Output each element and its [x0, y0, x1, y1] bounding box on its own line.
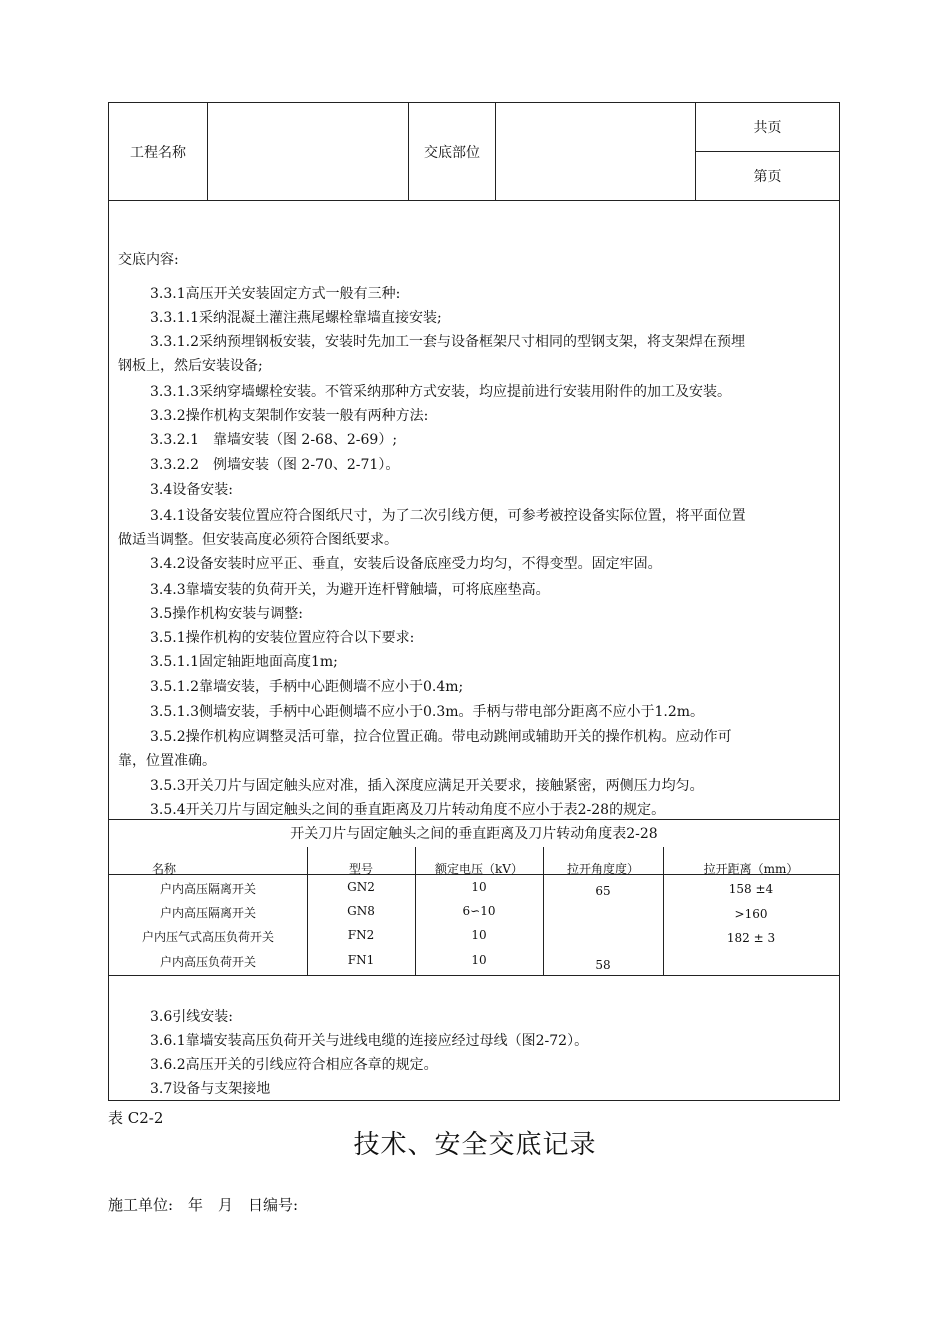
project-name-label: 工程名称 — [130, 144, 186, 161]
table-cell: FN2 — [347, 928, 375, 942]
content-line: 靠，位置准确。 — [118, 753, 216, 769]
table-header: 额定电压（kV） — [435, 862, 523, 876]
content-line: 3.3.2.2 例墙安装（图 2-70、2-71）。 — [150, 457, 400, 473]
content-line: 3.3.1.3采纳穿墙螺栓安装。不管采纳那种方式安装，均应提前进行安装用附件的加工及安装。 — [150, 384, 731, 400]
table-cell: 65 — [595, 884, 611, 898]
table-cell: 10 — [471, 928, 487, 942]
content-line: 3.6.1靠墙安装高压负荷开关与进线电缆的连接应经过母线（图2-72）。 — [150, 1033, 589, 1049]
content-line: 3.3.2.1 靠墙安装（图 2-68、2-69）; — [150, 432, 398, 448]
content-line: 3.5.1操作机构的安装位置应符合以下要求: — [150, 630, 415, 646]
content-line: 3.3.1.1采纳混凝土灌注燕尾螺栓靠墙直接安装; — [150, 310, 442, 326]
table-cell: >160 — [734, 907, 768, 921]
part-label: 交底部位 — [424, 144, 480, 161]
table-cell: 158 ±4 — [728, 882, 774, 896]
table-header: 拉开角度度） — [566, 862, 639, 876]
content-line: 3.5.2操作机构应调整灵活可靠，拉合位置正确。带电动跳闸或辅助开关的操作机构。应动作可 — [150, 729, 732, 745]
content-line: 3.3.1高压开关安装固定方式一般有三种: — [150, 286, 401, 302]
content-line: 3.5操作机构安装与调整: — [150, 606, 303, 622]
table-number: 表 C2-2 — [108, 1109, 164, 1127]
content-line: 3.6.2高压开关的引线应符合相应各章的规定。 — [150, 1057, 438, 1073]
table-cell: 户内高压隔离开关 — [159, 882, 256, 896]
content-line: 3.5.3开关刀片与固定触头应对准，插入深度应满足开关要求，接触紧密，两侧压力均匀。 — [150, 778, 704, 794]
content-line: 3.4设备安装: — [150, 482, 233, 498]
content-line: 做适当调整。但安装高度必须符合图纸要求。 — [118, 532, 398, 548]
record-title: 技术、安全交底记录 — [353, 1130, 597, 1160]
spec-table — [109, 819, 839, 976]
content-line: 3.5.1.2靠墙安装，手柄中心距侧墙不应小于0.4m; — [150, 679, 464, 695]
table-cell: 户内压气式高压负荷开关 — [141, 930, 274, 944]
table-cell: 10 — [471, 953, 487, 967]
part-value[interactable] — [496, 103, 695, 200]
content-line: 3.5.1.1固定轴距地面高度1m; — [150, 654, 338, 670]
content-line: 3.4.1设备安装位置应符合图纸尺寸，为了二次引线方便，可参考被控设备实际位置，将平面位置 — [150, 508, 746, 524]
content-line: 3.4.3靠墙安装的负荷开关，为避开连杆臂触墙，可将底座垫高。 — [150, 582, 550, 598]
table-caption: 开关刀片与固定触头之间的垂直距离及刀片转动角度表2-28 — [290, 826, 658, 842]
page-number: 第页 — [753, 169, 782, 185]
total-pages: 共页 — [753, 120, 782, 136]
table-cell: 户内高压隔离开关 — [159, 906, 256, 920]
unit-date-number-line: 施工单位: 年 月 日编号: — [108, 1196, 299, 1214]
table-cell: GN8 — [347, 904, 375, 918]
content-line: 钢板上，然后安装设备; — [118, 358, 263, 374]
table-header: 拉开距离（mm） — [703, 862, 799, 876]
content-heading: 交底内容: — [118, 252, 179, 268]
table-cell: FN1 — [347, 953, 375, 967]
content-line: 3.3.1.2采纳预埋钢板安装，安装时先加工一套与设备框架尺寸相同的型钢支架，将支架焊在预埋 — [150, 334, 745, 350]
content-line: 3.5.1.3侧墙安装，手柄中心距侧墙不应小于0.3m。手柄与带电部分距离不应小于1.2m。 — [150, 704, 705, 720]
content-line: 3.7设备与支架接地 — [150, 1081, 271, 1097]
content-line: 3.4.2设备安装时应平正、垂直，安装后设备底座受力均匀，不得变型。固定牢固。 — [150, 556, 662, 572]
disclosure-form — [108, 102, 840, 1101]
table-header: 名称 — [151, 862, 176, 876]
table-cell: 58 — [595, 958, 611, 972]
header-row — [109, 103, 839, 201]
content-line: 3.3.2操作机构支架制作安装一般有两种方法: — [150, 408, 429, 424]
table-cell: 10 — [471, 880, 487, 894]
table-cell: 户内高压负荷开关 — [159, 955, 256, 969]
content-line: 3.6引线安装: — [150, 1009, 233, 1025]
project-name-value[interactable] — [208, 103, 408, 200]
table-header: 型号 — [348, 862, 373, 876]
content-line: 3.5.4开关刀片与固定触头之间的垂直距离及刀片转动角度不应小于表2-28的规定。 — [150, 802, 666, 818]
table-cell: 182 ± 3 — [726, 931, 776, 945]
table-cell: 6∽10 — [462, 904, 496, 918]
table-cell: GN2 — [347, 880, 375, 894]
